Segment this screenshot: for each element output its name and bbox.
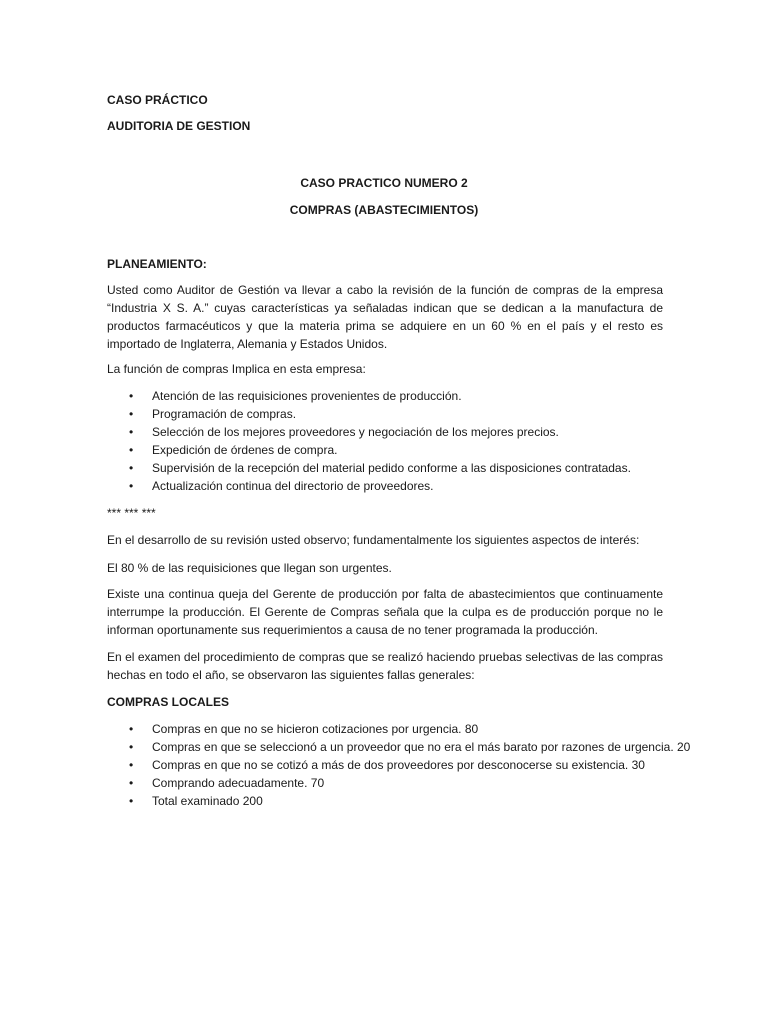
list-item: • Atención de las requisiciones provenientes de producción. [129,389,462,403]
list-item: • Actualización continua del directorio de proveedores. [129,479,434,493]
bullet-icon: • [129,461,134,475]
queja-paragraph: Existe una continua queja del Gerente de producción por falta de abastecimientos que continuamente interrumpe la producción. El Gerente de Compras señala que la culpa es de producción porque no le informan oportunamente sus requerimientos a causa de no tener programada la producción. [107,587,663,637]
bullet-icon: • [129,740,134,754]
list-item: • Compras en que se seleccionó a un proveedor que no era el más barato por razones de urgencia. 20 [129,740,691,754]
list-item: • Compras en que no se hicieron cotizaciones por urgencia. 80 [129,722,479,736]
compras-locales-list [107,720,691,810]
compras-locales-heading: COMPRAS LOCALES [107,695,230,709]
bullet-icon: • [129,776,134,790]
revision-intro: En el desarrollo de su revisión usted observo; fundamentalmente los siguientes aspectos de interés: [107,533,640,547]
funcion-list [107,387,663,495]
bullet-icon: • [129,479,134,493]
list-item: • Supervisión de la recepción del material pedido conforme a las disposiciones contratadas. [129,461,631,475]
list-item: • Programación de compras. [129,407,297,421]
header-line-2: AUDITORIA DE GESTION [107,119,251,133]
examen-paragraph: En el examen del procedimiento de compras que se realizó haciendo pruebas selectivas de las compras hechas en todo el año, se observaron las siguientes fallas generales: [107,650,663,682]
bullet-icon: • [129,389,134,403]
planeamiento-paragraph: Usted como Auditor de Gestión va llevar a cabo la revisión de la función de compras de la empresa “Industria X S. A.” cuyas características ya señaladas indican que se dedican a la manufactura de productos farmacéuticos y que la materia prima se adquiere en un 60 % en el país y el resto es importado de Inglaterra, Alemania y Estados Unidos. [107,283,663,351]
list-item: • Comprando adecuadamente. 70 [129,776,325,790]
list-item: • Compras en que no se cotizó a más de dos proveedores por desconocerse su existencia. 30 [129,758,645,772]
funcion-intro: La función de compras Implica en esta empresa: [107,362,366,376]
bullet-icon: • [129,443,134,457]
title-line-1: CASO PRACTICO NUMERO 2 [300,176,468,190]
urgentes-paragraph: El 80 % de las requisiciones que llegan son urgentes. [107,561,392,575]
list-item: • Total examinado 200 [129,794,263,808]
planeamiento-heading: PLANEAMIENTO: [107,257,207,271]
bullet-icon: • [129,407,134,421]
bullet-icon: • [129,425,134,439]
title-line-2: COMPRAS (ABASTECIMIENTOS) [289,203,479,217]
bullet-icon: • [129,794,134,808]
list-item: • Selección de los mejores proveedores y negociación de los mejores precios. [129,425,559,439]
separator: *** *** *** [107,506,156,520]
bullet-icon: • [129,722,134,736]
bullet-icon: • [129,758,134,772]
list-item: • Expedición de órdenes de compra. [129,443,338,457]
header-line-1: CASO PRÁCTICO [107,93,208,107]
